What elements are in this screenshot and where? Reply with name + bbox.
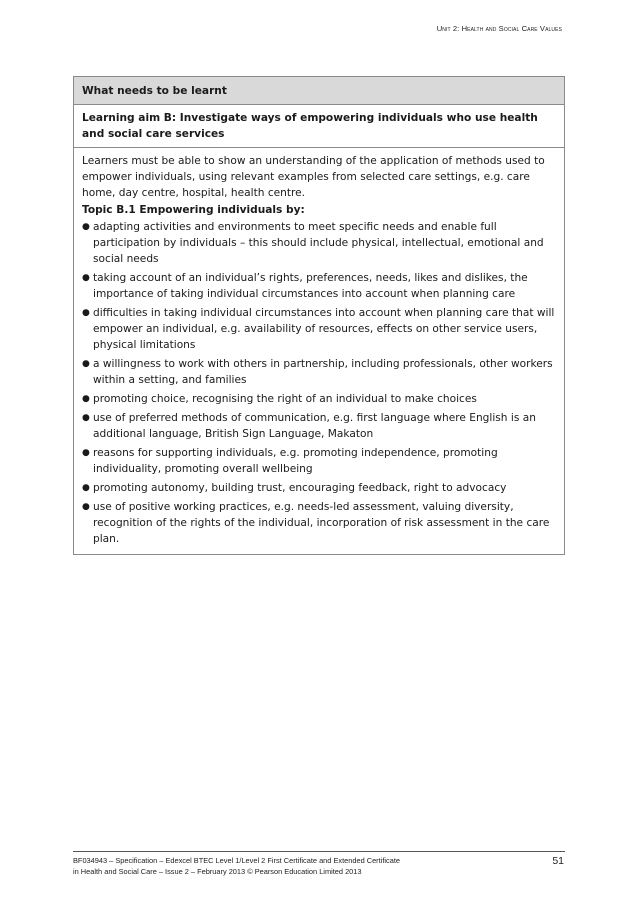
list-item-text: adapting activities and environments to meet specific needs and enable full participation by individuals – this should include physical, intellectual, emotional and social needs <box>93 221 544 265</box>
content-cell <box>74 148 564 554</box>
bullet-icon: ● <box>82 502 90 512</box>
intro-paragraph: Learners must be able to show an understanding of the application of methods used to empower individuals, using relevant examples from selected care settings, e.g. care home, day centre, hospital, health centre. <box>82 155 545 199</box>
bullet-icon: ● <box>82 413 90 423</box>
footer-citation <box>73 855 503 877</box>
page-number: 51 <box>552 855 564 867</box>
list-item <box>82 356 556 388</box>
list-item-text: difficulties in taking individual circumstances into account when planning care that will empower an individual, e.g. availability of resources, effects on other service users, physical limitations <box>93 307 555 351</box>
table-header: What needs to be learnt <box>74 77 564 105</box>
list-item-text: use of positive working practices, e.g. needs-led assessment, valuing diversity, recognition of the rights of the individual, incorporation of risk assessment in the care plan. <box>93 501 550 545</box>
learning-content-table <box>73 76 565 555</box>
list-item-text: promoting autonomy, building trust, encouraging feedback, right to advocacy <box>93 482 507 494</box>
bullet-icon: ● <box>82 359 90 369</box>
footer-line-1: BF034943 – Specification – Edexcel BTEC Level 1/Level 2 First Certificate and Extended Certificate <box>73 856 401 865</box>
list-item <box>82 219 556 267</box>
topic-heading: Topic B.1 Empowering individuals by: <box>82 204 305 216</box>
list-item-text: use of preferred methods of communication, e.g. first language where English is an additional language, British Sign Language, Makaton <box>93 412 536 440</box>
list-item <box>82 391 556 407</box>
list-item <box>82 480 556 496</box>
bullet-icon: ● <box>82 394 90 404</box>
topic-bullet-list <box>82 219 556 547</box>
list-item-text: a willingness to work with others in partnership, including professionals, other workers within a setting, and families <box>93 358 553 386</box>
learning-aim-title: Learning aim B: Investigate ways of empowering individuals who use health and social care services <box>74 105 564 148</box>
bullet-icon: ● <box>82 273 90 283</box>
footer-divider <box>73 851 565 852</box>
bullet-icon: ● <box>82 448 90 458</box>
running-header: Unit 2: Health and Social Care Values <box>436 24 562 33</box>
list-item <box>82 499 556 547</box>
bullet-icon: ● <box>82 222 90 232</box>
list-item <box>82 410 556 442</box>
list-item <box>82 270 556 302</box>
bullet-icon: ● <box>82 308 90 318</box>
list-item <box>82 445 556 477</box>
footer-line-2: in Health and Social Care – Issue 2 – February 2013 © Pearson Education Limited 2013 <box>73 867 362 876</box>
list-item-text: promoting choice, recognising the right of an individual to make choices <box>93 393 477 405</box>
bullet-icon: ● <box>82 483 90 493</box>
list-item-text: reasons for supporting individuals, e.g. promoting independence, promoting individuality, promoting overall wellbeing <box>93 447 498 475</box>
list-item-text: taking account of an individual’s rights, preferences, needs, likes and dislikes, the importance of taking individual circumstances into account when planning care <box>93 272 528 300</box>
list-item <box>82 305 556 353</box>
